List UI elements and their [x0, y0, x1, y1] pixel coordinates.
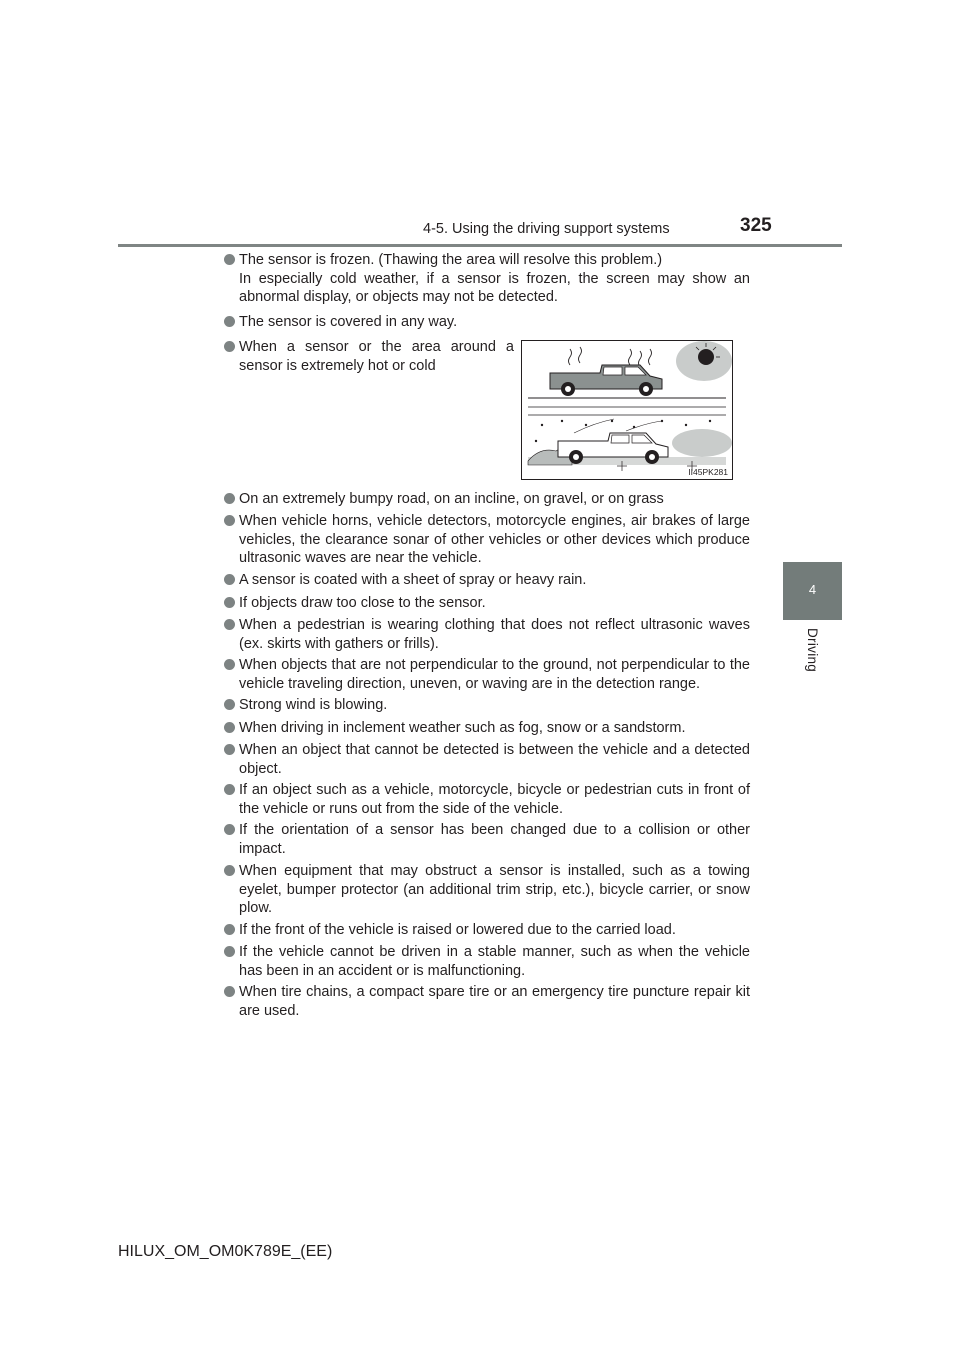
list-item — [222, 741, 750, 778]
list-item — [222, 943, 750, 980]
list-item-text: The sensor is frozen. (Thawing the area will resolve this problem.) In especially cold weather, if a sensor is frozen, the screen may show an abnormal display, or objects may not be detected. — [239, 252, 750, 305]
bullet-icon — [224, 722, 235, 733]
bullet-icon — [224, 865, 235, 876]
list-item-text: When a sensor or the area around a sensor is extremely hot or cold — [239, 339, 514, 374]
list-item-text: If objects draw too close to the sensor. — [239, 595, 486, 611]
bullet-icon — [224, 986, 235, 997]
list-item-text: When an object that cannot be detected is between the vehicle and a detected object. — [239, 742, 750, 777]
bullet-icon — [224, 316, 235, 327]
bullet-icon — [224, 744, 235, 755]
list-item — [222, 719, 750, 738]
list-item-text: If the vehicle cannot be driven in a stable manner, such as when the vehicle has been in an accident or is malfunctioning. — [239, 944, 750, 979]
list-item-text: If the front of the vehicle is raised or lowered due to the carried load. — [239, 922, 676, 938]
list-item-text: A sensor is coated with a sheet of spray or heavy rain. — [239, 572, 587, 588]
list-item-text: The sensor is covered in any way. — [239, 314, 458, 330]
bullet-icon — [224, 597, 235, 608]
chapter-label: Driving — [805, 628, 820, 673]
list-item — [222, 313, 750, 332]
list-item — [222, 571, 750, 590]
list-item — [222, 338, 514, 375]
sensor-temperature-figure — [521, 340, 733, 480]
list-item-text: Strong wind is blowing. — [239, 697, 388, 713]
list-item — [222, 821, 750, 858]
bullet-icon — [224, 924, 235, 935]
header-rule — [118, 244, 842, 247]
bullet-icon — [224, 515, 235, 526]
page-header — [0, 0, 960, 250]
list-item — [222, 696, 750, 715]
figure-code: II45PK281 — [688, 467, 728, 477]
bullet-icon — [224, 619, 235, 630]
section-title: 4-5. Using the driving support systems — [423, 221, 670, 237]
bullet-icon — [224, 493, 235, 504]
list-item — [222, 781, 750, 818]
hot-sun-truck-illustration — [522, 341, 732, 479]
list-item-text: If an object such as a vehicle, motorcycle, bicycle or pedestrian cuts in front of the vehicle or runs out from the side of the vehicle. — [239, 782, 750, 817]
list-item — [222, 862, 750, 918]
list-item — [222, 251, 750, 307]
list-item-text: When equipment that may obstruct a sensor is installed, such as a towing eyelet, bumper protector (an additional trim strip, etc.), bicycle carrier, or snow plow. — [239, 863, 750, 916]
list-item — [222, 921, 750, 940]
list-item-text: On an extremely bumpy road, on an incline, on gravel, or on grass — [239, 491, 664, 507]
chapter-number: 4 — [808, 582, 817, 597]
list-item — [222, 512, 750, 568]
list-item-text: When driving in inclement weather such as fog, snow or a sandstorm. — [239, 720, 686, 736]
list-item-text: If the orientation of a sensor has been changed due to a collision or other impact. — [239, 822, 750, 857]
document-code: HILUX_OM_OM0K789E_(EE) — [118, 1243, 333, 1260]
bullet-icon — [224, 659, 235, 670]
bullet-icon — [224, 341, 235, 352]
bullet-icon — [224, 574, 235, 585]
bullet-icon — [224, 784, 235, 795]
list-item — [222, 616, 750, 653]
bullet-icon — [224, 946, 235, 957]
bullet-icon — [224, 254, 235, 265]
chapter-tab[interactable] — [783, 562, 842, 620]
bullet-icon — [224, 824, 235, 835]
bullet-icon — [224, 699, 235, 710]
list-item — [222, 656, 750, 693]
list-item — [222, 983, 750, 1020]
list-item-text: When tire chains, a compact spare tire or an emergency tire puncture repair kit are used. — [239, 984, 750, 1019]
page-number: 325 — [740, 215, 772, 236]
list-item-text: When vehicle horns, vehicle detectors, motorcycle engines, air brakes of large vehicles, the clearance sonar of other vehicles or other devices which produce ultrasonic waves are near the vehicle. — [239, 513, 750, 566]
list-item — [222, 490, 750, 509]
list-item-text: When a pedestrian is wearing clothing that does not reflect ultrasonic waves (ex. skirts with gathers or frills). — [239, 617, 750, 652]
list-item-text: When objects that are not perpendicular to the ground, not perpendicular to the vehicle traveling direction, uneven, or waving are in the detection range. — [239, 657, 750, 692]
list-item — [222, 594, 750, 613]
